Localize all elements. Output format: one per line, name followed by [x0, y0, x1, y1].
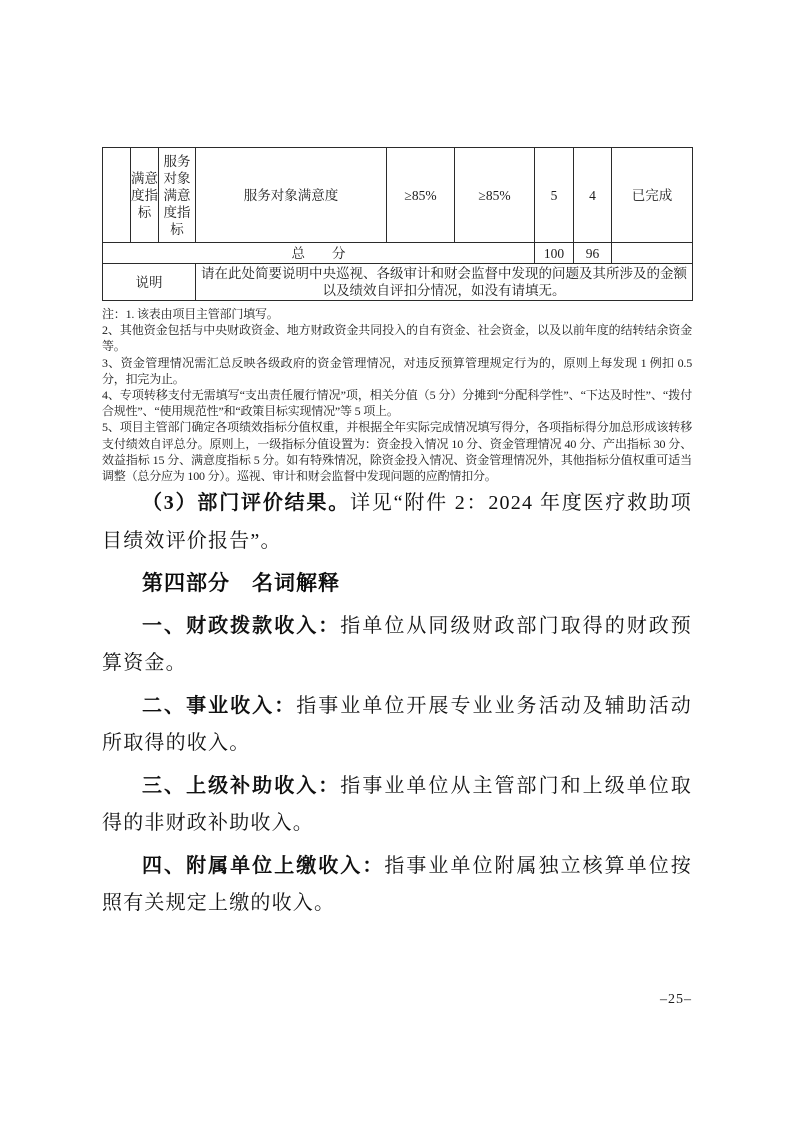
- definition-text: 指事业单位附属独立核算单位按照有关规定上缴的收入。: [102, 854, 692, 915]
- definition-term: 四、附属单位上缴收入：: [142, 854, 385, 877]
- completion-status-cell: 已完成: [612, 148, 693, 243]
- footnote-line: 2、其他资金包括与中央财政资金、地方财政资金共同投入的自有资金、社会资金，以及以前年度的结转结余资金等。: [102, 323, 692, 354]
- definition-paragraph: [102, 688, 692, 763]
- definition-text: 指事业单位从主管部门和上级单位取得的非财政补助收入。: [102, 774, 692, 835]
- category-spacer-cell: [103, 148, 131, 243]
- body-text: [102, 485, 692, 923]
- definition-term: 二、事业收入：: [142, 694, 297, 717]
- definition-term: 一、财政拨款收入：: [142, 614, 341, 637]
- table-row-satisfaction: [103, 148, 693, 243]
- table-footnotes: [102, 306, 692, 484]
- definition-text: 指事业单位开展专业业务活动及辅助活动所取得的收入。: [102, 694, 692, 755]
- dept-eval-paragraph: [102, 485, 692, 560]
- footnote-line: 注：1. 该表由项目主管部门填写。: [102, 307, 279, 321]
- definition-text: 指单位从同级财政部门取得的财政预算资金。: [102, 614, 692, 675]
- definition-paragraph: [102, 768, 692, 843]
- definition-paragraph: [102, 608, 692, 683]
- footnote-line: 4、专项转移支付无需填写“支出责任履行情况”项，相关分值（5 分）分摊到“分配科学性”、“下达及时性”、“拨付合规性”、“使用规范性”和“政策目标实现情况”等 5 项上。: [102, 388, 692, 419]
- table-row-remark: [103, 264, 693, 301]
- total-label-cell: 总 分: [103, 243, 535, 264]
- actual-value-cell: ≥85%: [455, 148, 535, 243]
- definition-term: 三、上级补助收入：: [142, 774, 341, 797]
- footnote-line: 3、资金管理情况需汇总反映各级政府的资金管理情况，对违反预算管理规定行为的，原则上每发现 1 例扣 0.5 分，扣完为止。: [102, 355, 692, 386]
- section-heading: 第四部分 名词解释: [142, 572, 340, 596]
- total-status-cell: [612, 243, 693, 264]
- secondary-indicator-cell: 服务对象满意度指标: [159, 148, 196, 243]
- page-number: –25–: [660, 992, 692, 1007]
- total-score-cell: 100: [535, 243, 574, 264]
- weight-score-cell: 5: [535, 148, 574, 243]
- self-score-cell: 4: [574, 148, 612, 243]
- indicator-name-cell: 服务对象满意度: [196, 148, 387, 243]
- page-content: [102, 147, 692, 928]
- footnote-line: 5、项目主管部门确定各项绩效指标分值权重，并根据全年实际完成情况填写得分，各项指标得分加总形成该转移支付绩效自评总分。原则上，一级指标分值设置为：资金投入情况 10 分、资金管理情况 40 分、产出指标 30 分、效益指标 15 分、满意度指标 5 分。如有特殊情况，除资金投入情况、资金管理情况外，其他指标分值权重可适当调整（总分应为 100 分）。巡视、审计和财会监督中发现问题的应酌情扣分。: [102, 420, 692, 484]
- primary-indicator-cell: 满意度指标: [131, 148, 159, 243]
- performance-score-table: [102, 147, 693, 301]
- remark-label-cell: 说明: [103, 264, 196, 301]
- total-self-score-cell: 96: [574, 243, 612, 264]
- definition-paragraph: [102, 848, 692, 923]
- dept-eval-lead: （3）部门评价结果。: [142, 492, 351, 515]
- target-value-cell: ≥85%: [387, 148, 455, 243]
- table-row-total: [103, 243, 693, 264]
- remark-content-cell: 请在此处简要说明中央巡视、各级审计和财会监督中发现的问题及其所涉及的金额以及绩效自评扣分情况，如没有请填无。: [196, 264, 693, 301]
- dept-eval-detail: 详见“附件 2：2024 年度医疗救助项目绩效评价报告”。: [102, 492, 692, 552]
